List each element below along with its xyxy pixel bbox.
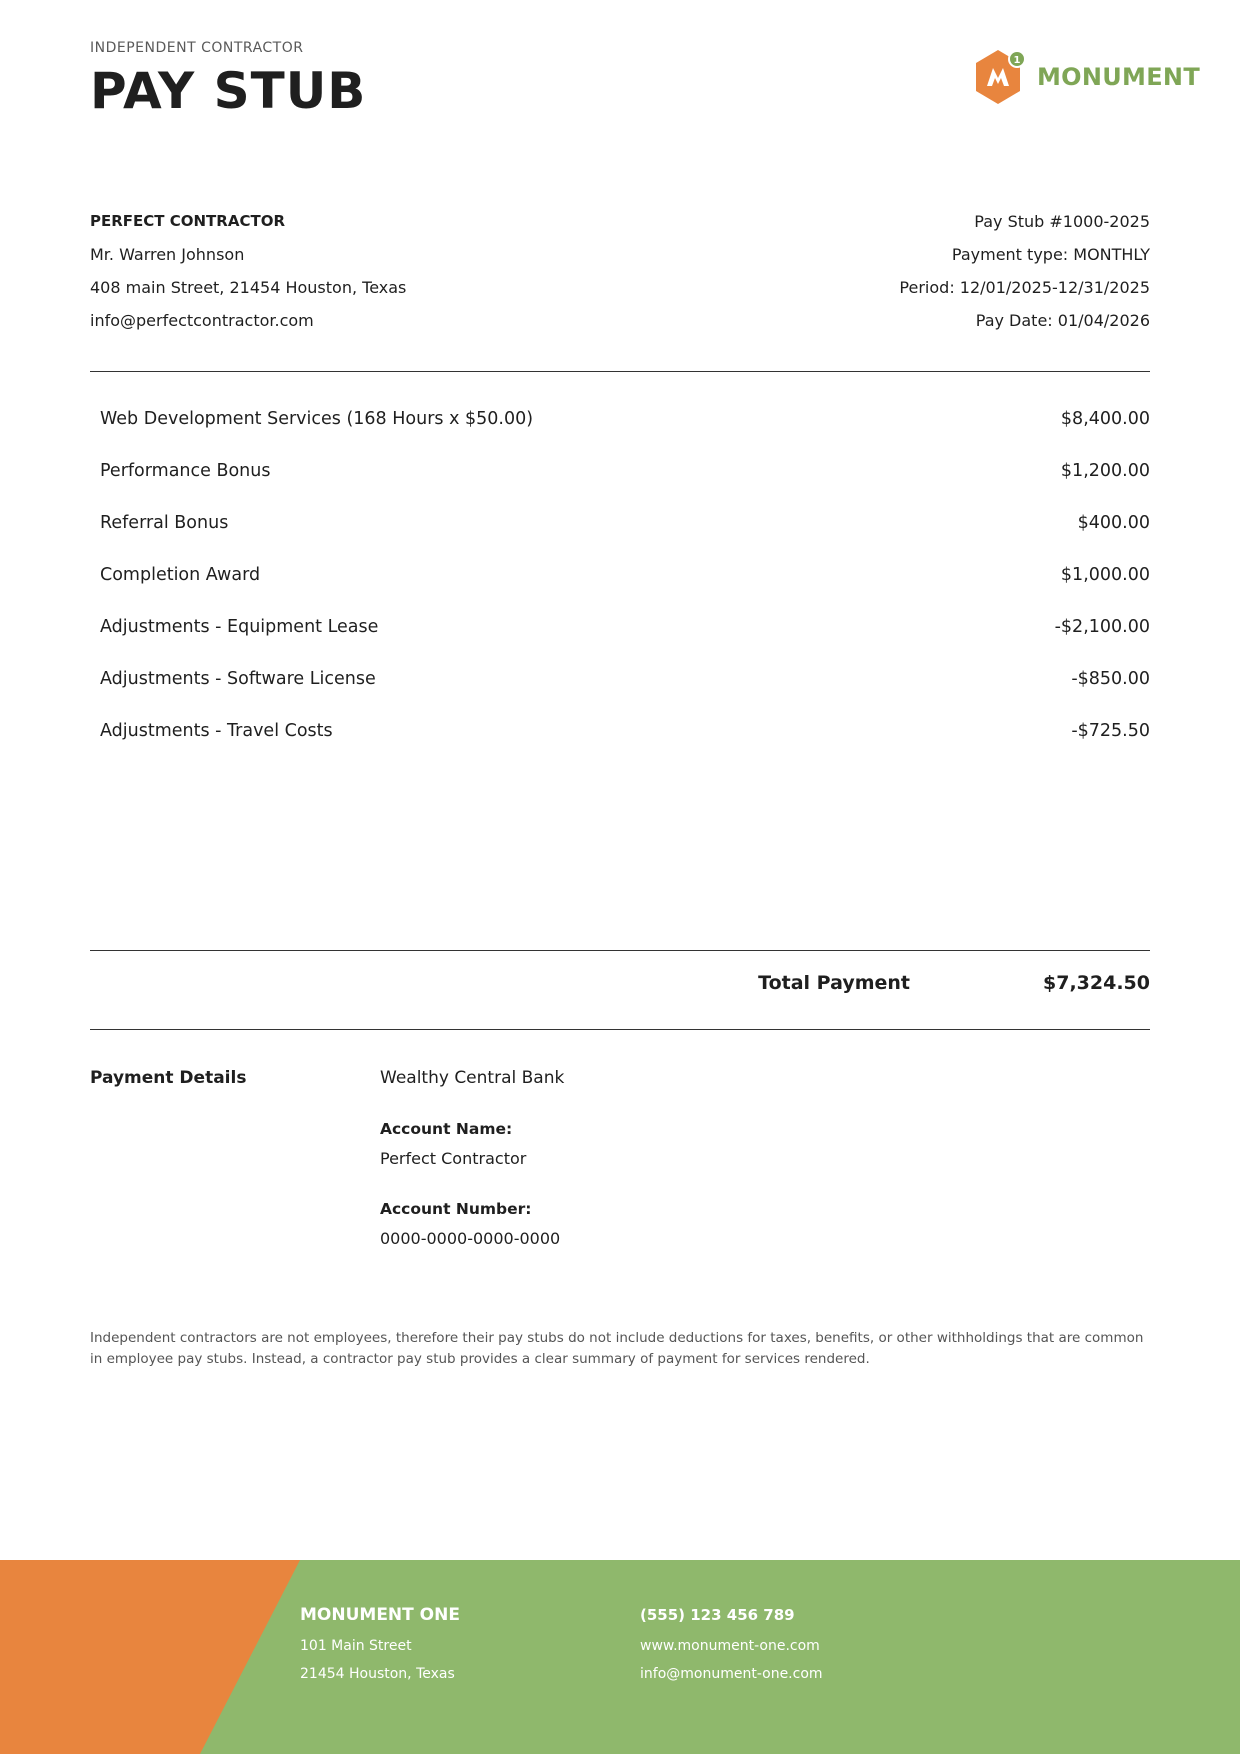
total-label: Total Payment [758,972,910,994]
payment-type: Payment type: MONTHLY [951,245,1150,264]
document-header [90,40,367,120]
contractor-address: 408 main Street, 21454 Houston, Texas [90,278,407,297]
bank-name: Wealthy Central Bank [380,1068,565,1088]
total-payment [90,950,1150,1030]
contractor-email: info@perfectcontractor.com [90,311,314,330]
hexagon-logo-icon [973,48,1023,106]
line-item [90,497,1150,549]
line-item-amount: $1,200.00 [1060,461,1150,481]
line-item-amount: $8,400.00 [1060,409,1150,429]
line-item [90,549,1150,601]
line-item-description: Adjustments - Travel Costs [100,721,333,741]
footer-accent-shape [0,1560,1240,1754]
stub-number: Pay Stub #1000-2025 [974,212,1150,231]
logo-badge: 1 [1008,50,1026,68]
logo-brand-name: MONUMENT [1037,63,1200,91]
line-item [90,705,1150,757]
line-item-description: Adjustments - Equipment Lease [100,617,379,637]
line-item-amount: -$2,100.00 [1054,617,1150,637]
line-item-description: Web Development Services (168 Hours x $50.00) [100,409,534,429]
contractor-name: Mr. Warren Johnson [90,245,245,264]
line-items [90,393,1150,757]
document-subtitle: INDEPENDENT CONTRACTOR [90,40,304,56]
line-item-amount: -$850.00 [1071,669,1150,689]
divider [90,1029,1150,1030]
payment-details-body [380,1060,564,1256]
account-name-label: Account Name: [380,1120,513,1138]
line-item-description: Performance Bonus [100,461,271,481]
contractor-info [90,205,406,337]
line-item-amount: -$725.50 [1071,721,1150,741]
line-item-amount: $1,000.00 [1060,565,1150,585]
footer-contact-block [640,1598,823,1688]
line-item [90,653,1150,705]
footer-company: MONUMENT ONE [300,1605,460,1625]
line-item-description: Referral Bonus [100,513,229,533]
pay-date: Pay Date: 01/04/2026 [975,311,1150,330]
line-item [90,445,1150,497]
payment-details-heading: Payment Details [90,1068,247,1088]
footer-address-line1: 101 Main Street [300,1638,412,1654]
line-item [90,601,1150,653]
account-name: Perfect Contractor [380,1149,527,1168]
line-item-description: Adjustments - Software License [100,669,376,689]
footer-address-line2: 21454 Houston, Texas [300,1666,455,1682]
document-title: PAY STUB [90,62,367,120]
account-number: 0000-0000-0000-0000 [380,1229,561,1248]
line-item-amount: $400.00 [1077,513,1150,533]
stub-info [899,205,1150,337]
footer-website[interactable]: www.monument-one.com [640,1638,820,1654]
pay-period: Period: 12/01/2025-12/31/2025 [899,278,1150,297]
account-number-label: Account Number: [380,1200,532,1218]
contractor-company: PERFECT CONTRACTOR [90,212,285,230]
company-logo [973,48,1200,106]
footer-phone: (555) 123 456 789 [640,1606,795,1624]
total-amount: $7,324.50 [1043,972,1150,994]
line-item [90,393,1150,445]
footer [0,1560,1240,1754]
divider [90,371,1150,372]
footer-email[interactable]: info@monument-one.com [640,1666,823,1682]
footer-address-block [300,1598,460,1688]
line-item-description: Completion Award [100,565,261,585]
disclaimer-note: Independent contractors are not employees, therefore their pay stubs do not include deductions for taxes, benefits, or other withholdings that are common in employee pay stubs. Instead, a contractor pay stub provides a clear summary of payment for services rendered. [90,1330,1144,1367]
